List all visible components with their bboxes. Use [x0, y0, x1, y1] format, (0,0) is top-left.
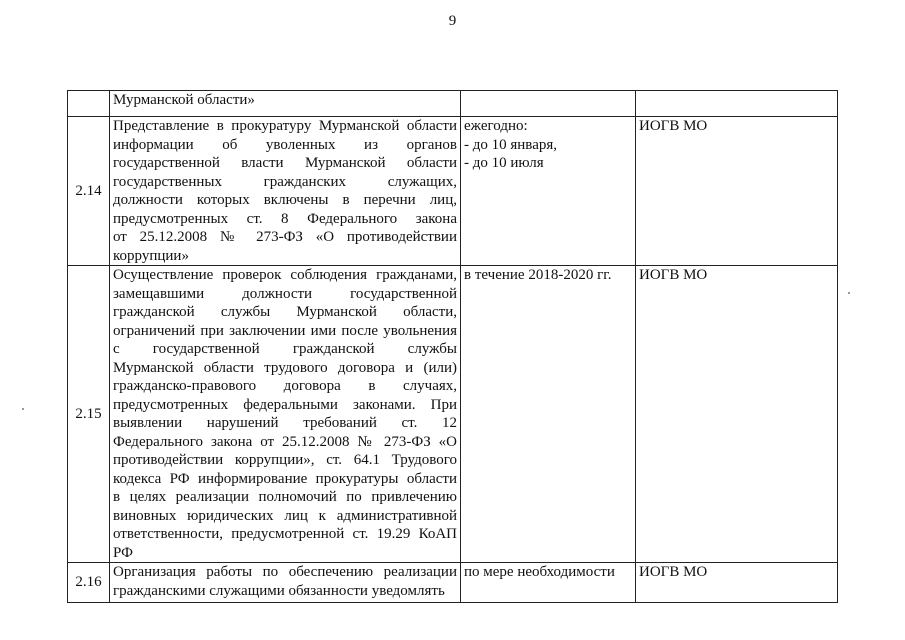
table-row — [68, 117, 838, 266]
row-number — [68, 91, 110, 117]
action-line: информации об уволенных из органов — [113, 136, 457, 153]
deadline — [461, 117, 636, 266]
action-line: государственных гражданских служащих, — [113, 173, 457, 190]
action-line: государственной власти Мурманской области — [113, 155, 457, 171]
action-line: ответственности, предусмотренной ст. 19.29 КоАП — [113, 526, 457, 542]
action-line: в целях реализации полномочий по привлечению — [113, 489, 457, 505]
action-line: с государственной гражданской службы — [113, 341, 457, 357]
action-description — [110, 266, 461, 563]
action-line: кодекса РФ информирование прокуратуры области — [113, 470, 457, 487]
row-number: 2.15 — [68, 266, 110, 563]
action-line: гражданскими служащими обязанности уведомлять — [113, 582, 445, 599]
deadline-line: - до 10 июля — [464, 155, 544, 171]
action-line: Организация работы по обеспечению реализации — [113, 564, 457, 580]
responsible-executor — [636, 91, 838, 117]
deadline-line: ежегодно: — [464, 118, 528, 134]
action-description — [110, 91, 461, 117]
responsible-executor: ИОГВ МО — [636, 563, 838, 603]
action-line: РФ — [113, 544, 133, 561]
action-line: Осуществление проверок соблюдения гражданами, — [113, 267, 457, 283]
action-line: должности которых включены в перечни лиц, — [113, 192, 457, 208]
action-plan-table — [67, 90, 838, 603]
table-row — [68, 91, 838, 117]
deadline — [461, 91, 636, 117]
row-number: 2.16 — [68, 563, 110, 603]
table-row — [68, 266, 838, 563]
action-line: коррупции» — [113, 247, 189, 264]
table-body — [68, 91, 838, 603]
page-number: 9 — [448, 13, 457, 29]
deadline-line: - до 10 января, — [464, 136, 557, 153]
action-line: предусмотренных федеральными законами. При — [113, 396, 457, 413]
action-line: Мурманской области трудового договора и (или) — [113, 359, 457, 376]
responsible-executor: ИОГВ МО — [636, 266, 838, 563]
deadline-line: по мере необходимости — [464, 564, 615, 580]
table-row — [68, 563, 838, 603]
deadline-line: в течение 2018-2020 гг. — [464, 267, 612, 283]
action-line: выявлении нарушений требований ст. 12 — [113, 415, 457, 431]
action-description — [110, 117, 461, 266]
action-line: виновных юридических лиц к административной — [113, 507, 457, 524]
action-line: гражданской службы Мурманской области, — [113, 304, 457, 320]
scan-speck — [22, 408, 24, 410]
action-line: от 25.12.2008 № 273-ФЗ «О противодействии — [113, 229, 457, 245]
action-description — [110, 563, 461, 603]
action-line: ограничений при заключении ими после увольнения — [113, 322, 457, 339]
scan-speck — [848, 292, 850, 294]
action-line: Представление в прокуратуру Мурманской области — [113, 118, 457, 134]
action-line: предусмотренных ст. 8 Федерального закона — [113, 210, 457, 227]
responsible-executor: ИОГВ МО — [636, 117, 838, 266]
action-line: противодействии коррупции», ст. 64.1 Трудового — [113, 452, 457, 468]
action-line: замещавшими должности государственной — [113, 285, 457, 302]
action-line: Мурманской области» — [113, 92, 255, 108]
action-line: Федерального закона от 25.12.2008 № 273-ФЗ «О — [113, 433, 457, 450]
deadline — [461, 563, 636, 603]
action-line: гражданско-правового договора в случаях, — [113, 378, 457, 394]
deadline — [461, 266, 636, 563]
row-number: 2.14 — [68, 117, 110, 266]
